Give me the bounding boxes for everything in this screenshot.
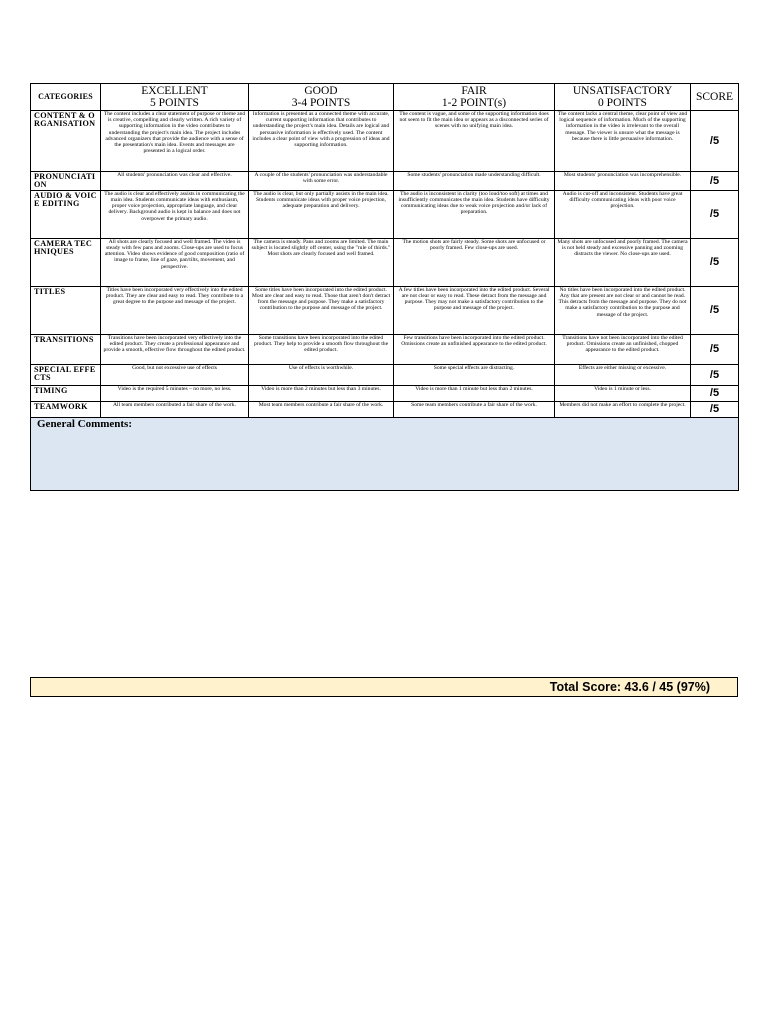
header-fair bbox=[394, 84, 555, 111]
cell-excellent: Video is the required 5 minutes – no more, no less. bbox=[101, 385, 249, 401]
cell-unsatisfactory: Audio is cut-off and inconsistent. Students have great difficulty communicating ideas with poor voice projection. bbox=[555, 190, 691, 238]
cell-fair: A few titles have been incorporated into the edited product. Several are not clear or easy to read. These detract from the message and purpose. They may not make a satisfactory contribution to the purpose and message of the project. bbox=[394, 286, 555, 334]
row-titles bbox=[31, 286, 739, 334]
cell-fair: Some students' pronunciation made understanding difficult. bbox=[394, 172, 555, 191]
row-transitions bbox=[31, 334, 739, 364]
header-categories: CATEGORIES bbox=[31, 84, 101, 111]
row-teamwork bbox=[31, 401, 739, 417]
header-good-title: GOOD bbox=[304, 85, 338, 97]
rubric-table bbox=[30, 83, 739, 491]
row-camera-techniques bbox=[31, 238, 739, 286]
row-special-effects bbox=[31, 364, 739, 385]
score-cell: /5 bbox=[691, 238, 739, 286]
total-score-bar bbox=[30, 677, 738, 697]
cell-good: Use of effects is worthwhile. bbox=[249, 364, 394, 385]
row-pronunciation bbox=[31, 172, 739, 191]
cell-unsatisfactory: Transitions have not been incorporated into the edited product. Omissions create an unfinished, chopped appearance to the edited product. bbox=[555, 334, 691, 364]
score-cell: /5 bbox=[691, 172, 739, 191]
cell-fair: Few transitions have been incorporated into the edited product. Omissions create an unfinished appearance to the edited product. bbox=[394, 334, 555, 364]
score-cell: /5 bbox=[691, 190, 739, 238]
cell-fair: The content is vague, and some of the supporting information does not seem to fit the main idea or appears as a disconnected series of scenes with no unifying main idea. bbox=[394, 111, 555, 172]
category-timing: TIMING bbox=[31, 385, 101, 401]
category-transitions: TRANSITIONS bbox=[31, 334, 101, 364]
cell-unsatisfactory: Many shots are unfocused and poorly framed. The camera is not held steady and excessive panning and zooming distracts the viewer. No close-ups are used. bbox=[555, 238, 691, 286]
header-score: SCORE bbox=[691, 84, 739, 111]
category-pronunciation: PRONUNCIATION bbox=[31, 172, 101, 191]
score-cell: /5 bbox=[691, 364, 739, 385]
header-good bbox=[249, 84, 394, 111]
score-cell: /5 bbox=[691, 401, 739, 417]
category-camera-techniques: CAMERA TECHNIQUES bbox=[31, 238, 101, 286]
cell-excellent: All students' pronunciation was clear and effective. bbox=[101, 172, 249, 191]
row-audio-voice-editing bbox=[31, 190, 739, 238]
cell-excellent: The content includes a clear statement of purpose or theme and is creative, compelling and clearly written. A rich variety of supporting information in the video contributes to understanding the project's main idea. The project includes advanced organizers that provide the audience with a sense of the presentation's main idea. Events and messages are presented in a logical order. bbox=[101, 111, 249, 172]
header-fair-title: FAIR bbox=[461, 85, 487, 97]
cell-good: A couple of the students' pronunciation was understandable with some error. bbox=[249, 172, 394, 191]
cell-unsatisfactory: Most students' pronunciation was incomprehensible. bbox=[555, 172, 691, 191]
header-good-points: 3-4 POINTS bbox=[291, 97, 351, 109]
cell-fair: Video is more than 1 minute but less than 2 minutes. bbox=[394, 385, 555, 401]
cell-unsatisfactory: Effects are either missing or excessive. bbox=[555, 364, 691, 385]
cell-excellent: The audio is clear and effectively assists in communicating the main idea. Students communicate ideas with enthusiasm, proper voice projection, appropriate language, and clear delivery. Background audio is kept in balance and does not overpower the primary audio. bbox=[101, 190, 249, 238]
cell-good: Some titles have been incorporated into the edited product. Most are clear and easy to read. Those that aren't don't detract from the message and purpose. They make a satisfactory contribution to the purpose and message of the project. bbox=[249, 286, 394, 334]
cell-unsatisfactory: No titles have been incorporated into the edited product. Any that are present are not clear or and cannot be read. This detracts from the message and purpose. They do not make a satisfactory contribution to the purpose and message of the project. bbox=[555, 286, 691, 334]
header-excellent bbox=[101, 84, 249, 111]
category-audio-voice-editing: AUDIO & VOICE EDITING bbox=[31, 190, 101, 238]
score-cell: /5 bbox=[691, 334, 739, 364]
cell-good: Some transitions have been incorporated into the edited product. They help to provide a smooth flow throughout the edited product. bbox=[249, 334, 394, 364]
cell-good: The audio is clear, but only partially assists in the main idea. Students communicate ideas with proper voice projection, adequate preparation and delivery. bbox=[249, 190, 394, 238]
category-special-effects: SPECIAL EFFECTS bbox=[31, 364, 101, 385]
cell-excellent: All team members contributed a fair share of the work. bbox=[101, 401, 249, 417]
cell-fair: The motion shots are fairly steady. Some shots are unfocused or poorly framed. Few close-ups are used. bbox=[394, 238, 555, 286]
category-titles: TITLES bbox=[31, 286, 101, 334]
cell-unsatisfactory: Members did not make an effort to complete the project. bbox=[555, 401, 691, 417]
cell-excellent: Good, but not excessive use of effects bbox=[101, 364, 249, 385]
cell-excellent: Titles have been incorporated very effectively into the edited product. They are clear and easy to read. They contribute to a great degree to the purpose and message of the project. bbox=[101, 286, 249, 334]
total-score-text: Total Score: 43.6 / 45 (97%) bbox=[549, 680, 710, 694]
header-unsatisfactory-title: UNSATISFACTORY bbox=[572, 85, 673, 97]
header-row bbox=[31, 84, 739, 111]
cell-fair: Some special effects are distracting. bbox=[394, 364, 555, 385]
cell-excellent: All shots are clearly focused and well framed. The video is steady with few pans and zooms. Close-ups are used to focus attention. Video shows evidence of good composition (ratio of image to frame, line of gaze, pan/tilts, movement, and perspective. bbox=[101, 238, 249, 286]
cell-good: Video is more than 2 minutes but less than 3 minutes. bbox=[249, 385, 394, 401]
cell-excellent: Transitions have been incorporated very effectively into the edited product. They create a professional appearance and provide a smooth, effective flow throughout the edited product. bbox=[101, 334, 249, 364]
cell-fair: The audio is inconsistent in clarity (too loud/too soft) at times and insufficiently communicates the main idea. Students have difficulty communicating ideas due to weak voice projection and/or lack of preparation. bbox=[394, 190, 555, 238]
cell-fair: Some team members contribute a fair share of the work. bbox=[394, 401, 555, 417]
cell-unsatisfactory: Video is 1 minute or less. bbox=[555, 385, 691, 401]
cell-good: Information is presented as a connected theme with accurate, current supporting information that contributes to understanding the project's main idea. Details are logical and persuasive information is effectively used. The content includes a clear point of view with a progression of ideas and supporting information. bbox=[249, 111, 394, 172]
cell-good: Most team members contribute a fair share of the work. bbox=[249, 401, 394, 417]
header-excellent-title: EXCELLENT bbox=[141, 85, 208, 97]
category-content-organisation: CONTENT & ORGANISATION bbox=[31, 111, 101, 172]
header-unsatisfactory bbox=[555, 84, 691, 111]
score-cell: /5 bbox=[691, 111, 739, 172]
cell-unsatisfactory: The content lacks a central theme, clear point of view and logical sequence of information. Much of the supporting information in the video is irrelevant to the overall message. The viewer is unsure what the message is because there is little persuasive information. bbox=[555, 111, 691, 172]
score-cell: /5 bbox=[691, 286, 739, 334]
general-comments-box[interactable] bbox=[31, 417, 739, 490]
row-content-organisation bbox=[31, 111, 739, 172]
category-teamwork: TEAMWORK bbox=[31, 401, 101, 417]
score-cell: /5 bbox=[691, 385, 739, 401]
header-excellent-points: 5 POINTS bbox=[150, 97, 199, 109]
row-timing bbox=[31, 385, 739, 401]
cell-good: The camera is steady. Pans and zooms are limited. The main subject is located slightly off center, using the "rule of thirds." Most shots are clearly focused and well framed. bbox=[249, 238, 394, 286]
header-unsatisfactory-points: 0 POINTS bbox=[598, 97, 647, 109]
general-comments-label: General Comments: bbox=[37, 417, 133, 430]
header-fair-points: 1-2 POINT(s) bbox=[441, 97, 507, 109]
comments-row bbox=[31, 417, 739, 490]
